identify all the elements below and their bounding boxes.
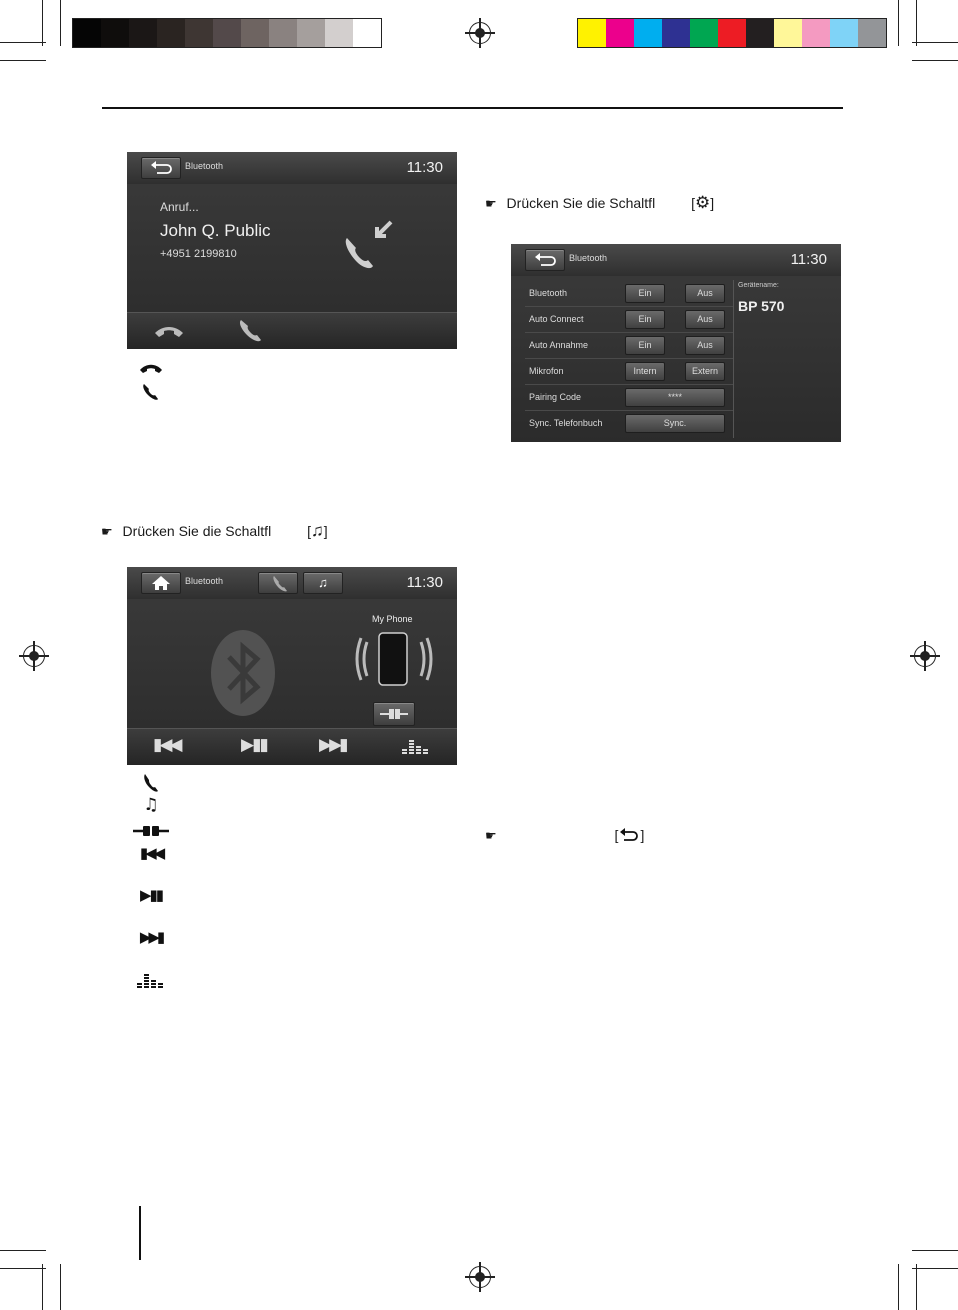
answer-call-icon [141, 382, 161, 402]
instruction-text: Drücken Sie die Schaltfl [122, 523, 272, 539]
device-name-label: Gerätename: [738, 282, 779, 289]
gray-swatch [73, 19, 101, 47]
bluetooth-on-button[interactable]: Ein [625, 284, 665, 303]
bracket-open: [ [614, 827, 619, 843]
hand-pointer-icon: ☛ [101, 524, 113, 539]
microphone-external-button[interactable]: Extern [685, 362, 725, 381]
auto-answer-on-button[interactable]: Ein [625, 336, 665, 355]
crop-mark [0, 1268, 46, 1269]
phone-icon [259, 573, 297, 593]
registration-mark [469, 1266, 491, 1288]
gray-swatch [269, 19, 297, 47]
gray-swatch-bar [72, 18, 382, 48]
phone-label: My Phone [372, 614, 413, 624]
gray-swatch [213, 19, 241, 47]
play-pause-button[interactable]: ▶▮▮ [241, 735, 267, 754]
screen-title: Bluetooth [185, 576, 224, 586]
setting-row-pairing-code [525, 384, 733, 411]
crop-mark [898, 0, 899, 46]
next-track-button[interactable]: ▶▶▮ [319, 735, 346, 754]
call-status: Anruf... [160, 200, 199, 214]
crop-mark [916, 1264, 917, 1310]
crop-mark [916, 0, 917, 46]
bracket-close: ] [323, 523, 328, 539]
gray-swatch [325, 19, 353, 47]
setting-row-bluetooth [525, 280, 733, 307]
home-button[interactable] [141, 572, 181, 594]
connect-icon [374, 703, 414, 725]
equalizer-button[interactable] [401, 737, 431, 755]
answer-button[interactable] [237, 317, 265, 343]
settings-screen [511, 244, 841, 442]
gray-swatch [185, 19, 213, 47]
back-icon [526, 250, 564, 270]
crop-mark [60, 1264, 61, 1310]
call-bottom-bar [127, 312, 457, 349]
incoming-call-icon [339, 218, 399, 270]
back-button[interactable] [141, 157, 181, 179]
color-swatch [606, 19, 634, 47]
previous-track-button[interactable]: ▮◀◀ [153, 735, 180, 754]
color-swatch [774, 19, 802, 47]
music-note-icon: ♫ [310, 521, 324, 540]
crop-mark [912, 60, 958, 61]
instruction-music [101, 521, 328, 541]
bracket-close: ] [640, 827, 645, 843]
music-note-icon: ♫ [318, 575, 328, 590]
previous-track-icon: ▮◀◀ [139, 844, 163, 862]
clock: 11:30 [406, 574, 443, 591]
gray-swatch [101, 19, 129, 47]
screen-title: Bluetooth [185, 161, 224, 171]
clock: 11:30 [790, 251, 827, 268]
gray-swatch [157, 19, 185, 47]
gray-swatch [353, 19, 381, 47]
color-swatch [802, 19, 830, 47]
bluetooth-logo-icon [209, 629, 277, 717]
color-swatch [746, 19, 774, 47]
header-rule [102, 107, 843, 109]
crop-mark [0, 60, 46, 61]
instruction-text: Drücken Sie die Schaltfl [506, 195, 656, 211]
setting-label: Bluetooth [529, 288, 568, 298]
phone-icon [142, 772, 160, 794]
gray-swatch [129, 19, 157, 47]
color-swatch [718, 19, 746, 47]
setting-label: Pairing Code [529, 392, 582, 402]
music-tab-button[interactable] [303, 572, 343, 594]
color-swatch-bar [577, 18, 887, 48]
connected-phone-icon [355, 630, 433, 688]
music-screen [127, 567, 457, 765]
next-track-icon: ▶▶▮ [139, 928, 163, 946]
bracket-open: [ [691, 195, 695, 211]
gray-swatch [297, 19, 325, 47]
color-swatch [578, 19, 606, 47]
back-button[interactable] [525, 249, 565, 271]
color-swatch [662, 19, 690, 47]
crop-mark [0, 1250, 46, 1251]
device-name: BP 570 [738, 298, 785, 314]
sync-button[interactable]: Sync. [625, 414, 725, 433]
instruction-back [485, 827, 644, 844]
hang-up-button[interactable] [153, 323, 185, 339]
color-swatch [830, 19, 858, 47]
crop-mark [912, 1250, 958, 1251]
setting-label: Sync. Telefonbuch [529, 418, 603, 428]
instruction-settings [485, 193, 714, 213]
screen-title: Bluetooth [569, 253, 608, 263]
color-swatch [858, 19, 886, 47]
gray-swatch [241, 19, 269, 47]
pairing-code-button[interactable]: **** [625, 388, 725, 407]
registration-mark [23, 645, 45, 667]
back-icon [618, 828, 640, 842]
setting-row-auto-connect [525, 306, 733, 333]
music-note-icon: ♫ [143, 795, 159, 815]
bracket-open: [ [307, 523, 311, 539]
call-screen [127, 152, 457, 349]
setting-label: Auto Annahme [529, 340, 589, 350]
bluetooth-off-button[interactable]: Aus [685, 284, 725, 303]
clock: 11:30 [406, 159, 443, 176]
phone-tab-button[interactable] [258, 572, 298, 594]
hand-pointer-icon: ☛ [485, 196, 497, 211]
crop-mark [42, 1264, 43, 1310]
crop-mark [912, 42, 958, 43]
caller-name: John Q. Public [160, 221, 271, 240]
play-pause-icon: ▶▮▮ [139, 886, 163, 904]
connect-icon [133, 825, 169, 837]
registration-mark [914, 645, 936, 667]
auto-answer-off-button[interactable]: Aus [685, 336, 725, 355]
auto-connect-off-button[interactable]: Aus [685, 310, 725, 329]
hang-up-icon [139, 362, 163, 376]
crop-mark [912, 1268, 958, 1269]
gear-icon: ⚙ [694, 193, 711, 212]
equalizer-icon [137, 972, 165, 988]
crop-mark [60, 0, 61, 46]
caller-number: +4951 2199810 [160, 248, 237, 260]
setting-row-auto-answer [525, 332, 733, 359]
crop-mark [42, 0, 43, 46]
home-icon [142, 573, 180, 593]
setting-label: Auto Connect [529, 314, 584, 324]
connect-button[interactable] [373, 702, 415, 726]
setting-row-microphone [525, 358, 733, 385]
music-bottom-bar [127, 728, 457, 765]
auto-connect-on-button[interactable]: Ein [625, 310, 665, 329]
crop-mark [0, 42, 46, 43]
setting-row-sync-phonebook [525, 410, 733, 436]
color-swatch [690, 19, 718, 47]
back-icon [142, 158, 180, 178]
registration-mark [469, 22, 491, 44]
crop-mark [898, 1264, 899, 1310]
hand-pointer-icon: ☛ [485, 828, 497, 843]
color-swatch [634, 19, 662, 47]
microphone-internal-button[interactable]: Intern [625, 362, 665, 381]
footer-rule [139, 1206, 141, 1260]
setting-label: Mikrofon [529, 366, 564, 376]
settings-list [511, 280, 734, 438]
bracket-close: ] [710, 195, 715, 211]
